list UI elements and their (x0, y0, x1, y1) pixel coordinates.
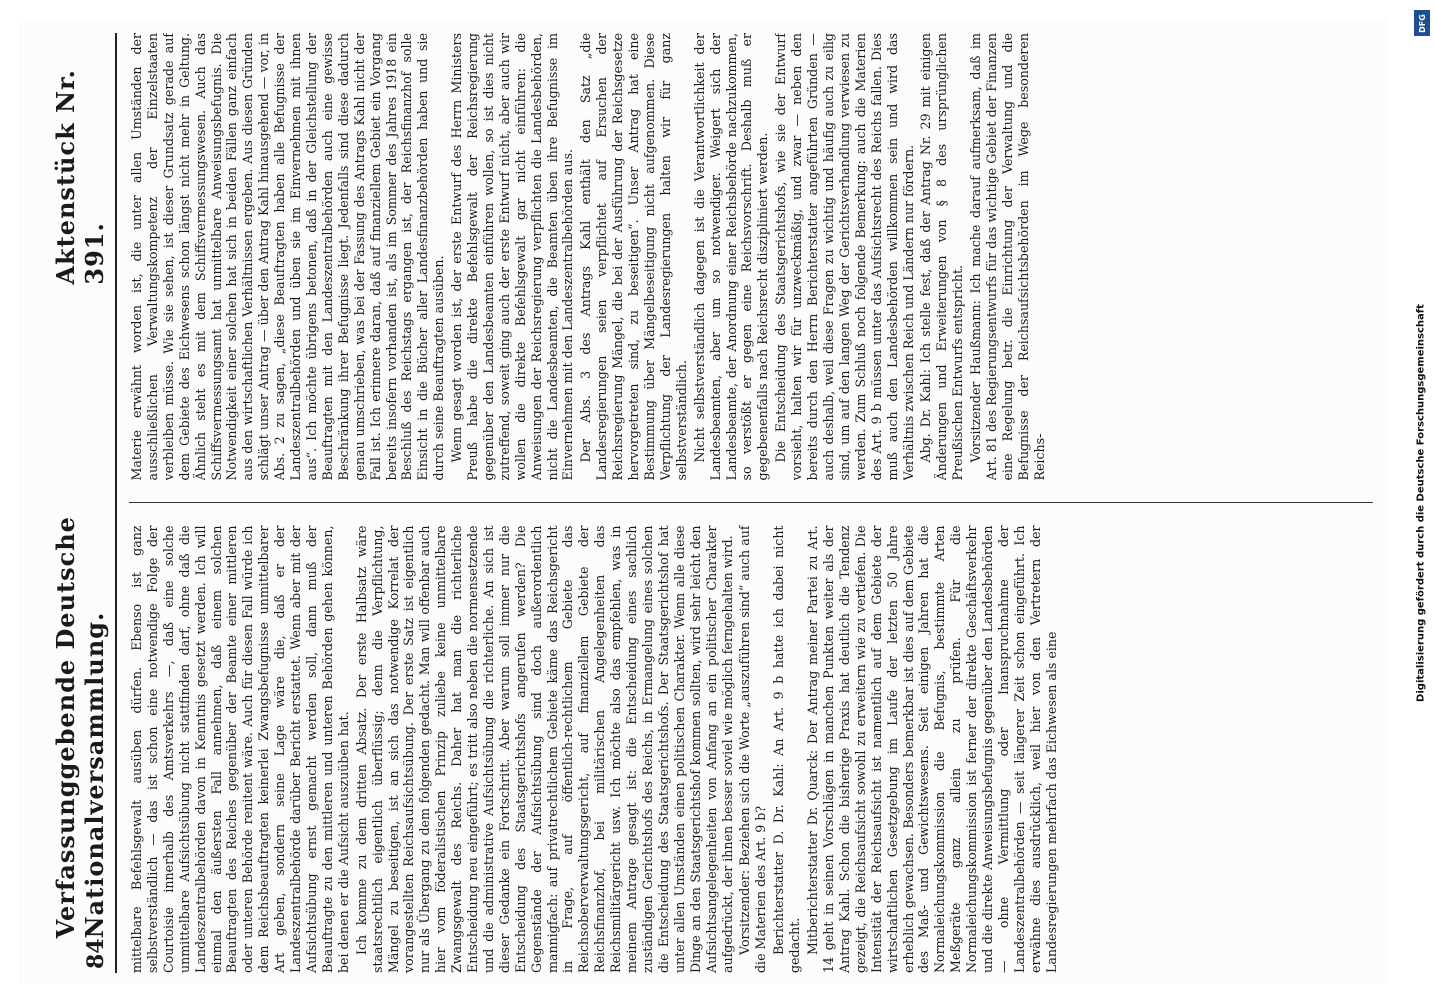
paragraph: Der Abs. 3 des Antrags Kahl enthält den Satz „die Landesregierungen seien verpflichtet auf Ersuchen der Reichsregierung Mängel, die bei der Ausführung der Reichsgesetze hervorgetreten sind, zu beseitigen“. Unser Antrag hat eine Bestimmung über Mängelbeseitigung nicht aufgenommen. Diese Verpflichtung der Landesregierungen halten wir für ganz selbstverständlich. (578, 33, 689, 481)
page-number: 84 (83, 938, 109, 969)
paragraph: Materie erwähnt worden ist, die unter allen Umständen der ausschließlichen Verwaltungskompetenz der Einzelstaaten verbleiben müsse. Wie sie sehen, ist dieser Grundsatz gerade auf dem Gebiete des Eichwesens schon längst nicht mehr in Geltung. Ähnlich steht es mit dem Schiffsvermessungswesen. Auch das Schiffsvermessungsamt hat unmittelbare Anweisungsbefugnis. Die Notwendigkeit einer solchen hat sich in beiden Fällen ganz einfach aus den wirtschaftlichen Verhältnissen ergeben. Aus diesen Gründen schlägt unser Antrag — über den Antrag Kahl hinausgehend — vor, in Abs. 2 zu sagen, „diese Beauftragten haben alle Befugnisse der Landeszentralbehörden und üben sie im Einvernehmen mit ihnen aus“. Ich möchte übrigens betonen, daß in der Gleichstellung der Beauftragten mit den Landeszentralbehörden auch eine gewisse Beschränkung ihrer Befugnisse liegt. Jedenfalls sind diese dadurch genau umschrieben, was bei der Fassung des Antrags Kahl nicht der Fall ist. Ich erinnere daran, daß auf finanziellem Gebiet ein Vorgang bereits insofern vorhanden ist, als im Sommer des Jahres 1918 ein Beschluß des Reichstags ergangen ist, der Reichsfinanzhof solle Einsicht in die Bücher aller Landesfinanzbehörden haben und sie durch seine Beauftragten ausüben. (129, 33, 447, 481)
page-header (51, 33, 117, 973)
paragraph: Die Entscheidung des Staatsgerichtshofs, wie sie der Entwurf vorsieht, halten wir für unzweckmäßig, und zwar — neben den bereits durch den Herrn Berichterstatter angeführten Gründen — auch deshalb, weil diese Fragen zu wichtig und häufig auch zu eilig sind, um auf den langen Weg der Gerichtsverhandlung verwiesen zu werden. Zum Schluß noch folgende Bemerkung: auch die Materien des Art. 9 b müssen unter das Aufsichtsrecht des Reichs fallen. Dies muß auch den Landesbehörden willkommen sein und wird das Verhältnis zwischen Reich und Ländern nur fördern. (773, 33, 916, 481)
document-reference: Aktenstück Nr. 391. (51, 69, 109, 285)
scanned-page (18, 18, 1388, 984)
page-body (51, 28, 1388, 978)
credit-text: Digitalisierung gefördert durch die Deutsche Forschungsgemeinschaft (1415, 304, 1427, 702)
paragraph: Vorsitzender Haußmann: Ich mache darauf aufmerksam, daß im Art. 81 des Regierungsentwurfs für das wichtige Gebiet der Finanzen eine Regelung betr. die Einrichtung der Verwaltung und die Befugnisse der Reichsaufsichtsbehörden im Wege besonderen Reichs- (968, 33, 1047, 481)
text-columns (129, 33, 1373, 973)
paragraph: Mitberichterstatter Dr. Quarck: Der Antrag meiner Partei zu Art. 14 geht in seinen Vorschlägen in manchen Punkten weiter als der Antrag Kahl. Schon die bisherige Praxis hat deutlich die Tendenz gezeigt, die Reichsaufsicht sowohl zu erweitern wie zu vertiefen. Die Intensität der Reichsaufsicht ist namentlich auf dem Gebiete der wirtschaftlichen Gesetzgebung im Laufe der letzten 50 Jahre erheblich gewachsen. Besonders bemerkbar ist dies auf dem Gebiete des Maß- und Gewichtswesens. Seit einigen Jahren hat die Normaleichungskommission die Befugnis, bestimmte Arten Meßgeräte ganz allein zu prüfen. Für die Normaleichungskommission ist ferner der direkte Geschäftsverkehr und die direkte Anweisungsbefugnis gegenüber den Landesbehörden — ohne Vermittlung oder Inanspruchnahme der Landeszentralbehörden — seit längerer Zeit schon eingeführt. Ich erwähne dies ausdrücklich, weil hier von den Vertretern der Landesregierungen mehrfach das Eichwesen als eine (805, 525, 1059, 973)
paragraph: Nicht selbstverständlich dagegen ist die Verantwortlichkeit der Landesbeamten, aber um so notwendiger. Weigert sich der Landesbeamte, der Anordnung einer Reichsbehörde nachzukommen, so verstößt er gegen eine Reichsvorschrift. Deshalb muß er gegebenenfalls nach Reichsrecht diszipliniert werden. (691, 33, 771, 481)
paragraph: Ich komme zu dem dritten Absatz. Der erste Halbsatz wäre staatsrechtlich eigentlich überflüssig; denn die Verpflichtung, Mängel zu beseitigen, ist an sich das notwendige Korrelat der vorangestellten Reichsaufsichtsübung. Der erste Satz ist eigentlich nur als Übergang zu dem folgenden gedacht. Man will offenbar auch hier vom föderalistischen Prinzip zuliebe keine unmittelbare Zwangsgewalt des Reichs. Daher hat man die richterliche Entscheidung neu eingeführt; es tritt also neben die normensetzende und die administrative Aufsichtsübung die richterliche. An sich ist dieser Gedanke ein Fortschritt. Aber warum soll immer nur die Entscheidung des Staatsgerichtshofs angerufen werden? Die Gegenstände der Aufsichtsübung sind doch außerordentlich mannigfach: auf privatrechtlichem Gebiete käme das Reichsgericht in Frage, auf öffentlich-rechtlichem Gebiete das Reichsoberverwaltungsgericht, auf finanziellem Gebiete der Reichsfinanzhof, bei militärischen Angelegenheiten das Reichsmilitärgericht usw. Ich möchte also das empfehlen, was in meinem Antrage gesagt ist: die Entscheidung eines sachlich zuständigen Gerichtshofs des Reichs, in Ermangelung eines solchen die Entscheidung des Staatsgerichtshofs. Der Staatsgerichtshof hat unter allen Umständen einen politischen Charakter. Wenn alle diese Dinge an den Staatsgerichtshof kommen sollten, wird sehr leicht den Aufsichtsangelegenheiten von Anfang an ein politischer Charakter aufgedrückt, der ihnen besser soviel wie möglich ferngehalten wird. (353, 525, 735, 973)
paragraph: mittelbare Befehlsgewalt ausüben dürfen. Ebenso ist ganz selbstverständlich — das ist schon eine notwendige Folge der Courtoisie innerhalb des Amtsverkehrs —, daß eine solche unmittelbare Aufsichtsübung nicht stattfinden darf, ohne daß die Landeszentralbehörden davon in Kenntnis gesetzt werden. Ich will einmal den äußersten Fall annehmen, daß einem solchen Beauftragten des Reiches gegenüber der Beamte einer mittleren oder unteren Behörde renitent wäre. Auch für diesen Fall würde ich dem Reichsbeauftragten keinerlei Zwangsbefugnisse unmittelbarer Art geben, sondern seine Lage wäre die, daß er der Landeszentralbehörde darüber Bericht erstattet. Wenn aber mit der Aufsichtsübung ernst gemacht werden soll, dann muß der Beauftragte zu den mittleren und unteren Behörden gehen können, bei denen er die Aufsicht auszuüben hat. (129, 525, 351, 973)
rotated-page-content (51, 33, 1373, 973)
column-left (129, 526, 1373, 974)
running-head: Verfassunggebende Deutsche Nationalversammlung. (51, 516, 109, 939)
dfg-logo-text: DFG (1417, 13, 1427, 33)
paragraph: Vorsitzender: Beziehen sich die Worte „auszuführen sind“ auch auf die Materien des Art. 9 b? (737, 525, 769, 973)
digitization-credit (1409, 8, 1433, 998)
column-divider (129, 503, 1373, 504)
dfg-logo (1414, 10, 1430, 36)
paragraph: Wenn gesagt worden ist, der erste Entwurf des Herrn Ministers Preuß habe die direkte Befehlsgewalt der Reichsregierung gegenüber den Landesbeamten einführen wollen, so ist dies nicht zutreffend, soweit ging auch der erste Entwurf nicht, aber auch wir wollen die direkte Befehlsgewalt gar nicht einführen: die Anweisungen der Reichsregierung verpflichten die Landesbehörden, nicht die Landesbeamten, die Beamten üben ihre Befugnisse im Einvernehmen mit den Landeszentralbehörden aus. (449, 33, 576, 481)
paragraph: Abg. Dr. Kahl: Ich stelle fest, daß der Antrag Nr. 29 mit einigen Änderungen und Erweiterungen von § 8 des ursprünglichen Preußischen Entwurfs entspricht. (918, 33, 966, 481)
paragraph: Berichterstatter D. Dr. Kahl: An Art. 9 b hatte ich dabei nicht gedacht. (771, 525, 803, 973)
column-right (129, 33, 1373, 481)
